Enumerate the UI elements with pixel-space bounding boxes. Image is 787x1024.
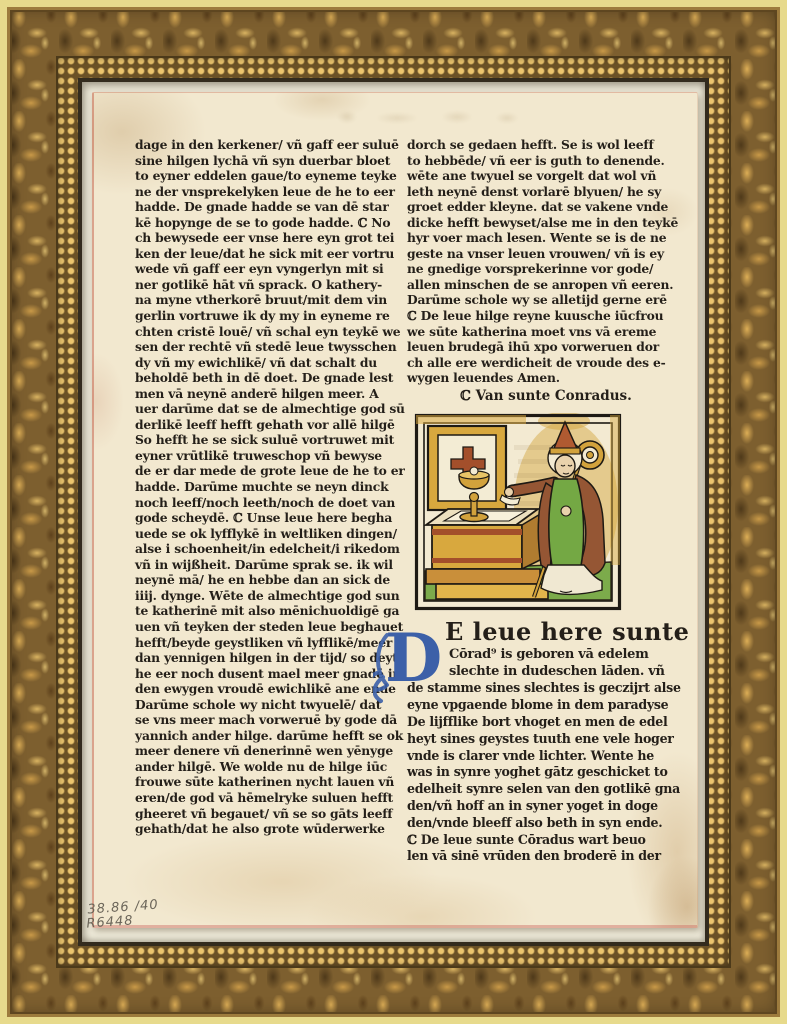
section-heading: ℂ Van sunte Conradus. <box>460 387 632 404</box>
indented-lines <box>407 647 685 681</box>
text-line: gerlin vortruwe ik dy my in eyneme re <box>135 308 390 324</box>
text-line: ne gnedige vorsprekerinne vor gode/ <box>407 261 654 277</box>
text-line: den ewygen vroudē ewichlikē ane ende <box>135 681 396 697</box>
text-line: uen vñ teyken der steden leue beghauet <box>135 618 404 634</box>
text-line: hyr voer mach lesen. Wente se is de ne <box>407 230 667 246</box>
text-line: eyne vpgaende blome in dem paradyse <box>407 697 669 713</box>
text-line: was in synre yoghet gātz geschicket to <box>407 764 668 780</box>
text-line: na myne vtherkorē bruut/mit dem vin <box>135 292 388 308</box>
text-line: ner gotlikē hāt vñ sprack. O kathery- <box>135 276 382 292</box>
text-line: de stamme sines slechtes is geczijrt alse <box>407 680 681 696</box>
manuscript-page <box>92 92 698 928</box>
text-line: neynē mā/ he en hebbe dan an sick de <box>135 572 390 588</box>
woodcut-saint-conradus <box>414 413 622 611</box>
text-line: se vns meer mach vorweruē by gode dā <box>135 712 398 728</box>
text-line: chten cristē louē/ vñ schal eyn teykē we <box>135 323 401 339</box>
text-line: ch alle ere werdicheit de vroude des e- <box>407 354 666 370</box>
text-line: den/vñ hoff an in syner yoget in doge <box>407 797 658 813</box>
text-line: gheeret vñ begauet/ vñ se so gāts leeff <box>135 805 393 821</box>
text-line: ℂ De leue hilge reyne kuusche iūcfrou <box>407 308 664 324</box>
text-line: alse i schoenheit/in edelcheit/i rikedom <box>135 541 400 557</box>
show-through-ghost-text <box>327 104 537 130</box>
text-line: men vā neynē anderē hilgen meer. A <box>135 385 379 401</box>
text-line: eren/de god vā hēmelryke suluen hefft <box>135 789 393 805</box>
text-line: wede vñ gaff eer eyn vyngerlyn mit si <box>135 261 384 277</box>
text-line: meer denere vñ denerinnē wen yēnyge <box>135 743 393 759</box>
paragraph-body-lines <box>407 680 685 865</box>
right-column-upper-text <box>407 137 685 386</box>
text-line: vnde is clarer vnde lichter. Wente he <box>407 747 654 763</box>
text-line: hefft/beyde geystliken vñ lyfflikē/meer <box>135 634 393 650</box>
text-line: wēte ane twyuel se vorgelt dat wol vñ <box>407 168 657 184</box>
drop-cap-glyph: D <box>385 618 443 697</box>
text-line: yannich ander hilge. darūme hefft se ok <box>135 727 404 743</box>
initial-letter-D-icon <box>373 615 443 703</box>
text-line: uede se ok lyfflykē in weltliken dingen/ <box>135 525 397 541</box>
text-line: sine hilgen lychā vñ syn duerbar bloet <box>135 152 391 168</box>
text-line: dy vñ my ewichlikē/ vñ dat schalt du <box>135 354 377 370</box>
text-line: to eyner eddelen gaue/to eyneme teyke <box>135 168 397 184</box>
text-line: uer darūme dat se de almechtige god sū <box>135 401 405 417</box>
text-line: ne der vnsprekelyken leue de he to eer <box>135 183 395 199</box>
text-line: we sūte katherina moet vns vā ereme <box>407 323 657 339</box>
text-line: heyt sines geystes tuuth ene vele hoger <box>407 730 674 746</box>
text-line: eyner vrūtlikē truweschop vñ bewyse <box>135 447 382 463</box>
text-line: vñ in wijßheit. Darūme sprak se. ik wil <box>135 556 393 572</box>
text-line: dicke hefft bewyset/alse me in den teykē <box>407 214 679 230</box>
conradus-paragraph <box>385 616 690 865</box>
paragraph-opening-line: E leue here sunte <box>445 616 690 646</box>
text-line: dorch se gedaen hefft. Se is wol leeff <box>407 137 654 152</box>
text-line: De lijfflike bort vhoget en men de edel <box>407 713 668 729</box>
text-line: dan yennigen hilgen in der tijd/ so deyt <box>135 650 398 666</box>
text-line: ch bewysede eer vnse here eyn grot tei <box>135 230 395 246</box>
text-line: de er dar mede de grote leue de he to er <box>135 463 405 479</box>
text-line: frouwe sūte katherinen nycht lauen vñ <box>135 774 395 790</box>
text-line: slechte in dudeschen lāden. vñ <box>449 663 665 679</box>
text-line: Darūme schole wy nicht twyuelē/ dat <box>135 696 382 712</box>
text-line: leth neynē denst vorlarē blyuen/ he sy <box>407 183 662 199</box>
text-line: te katherinē mit also mēnichuoldigē ga <box>135 603 400 619</box>
woodcut-illustration <box>414 413 622 611</box>
text-line: hadde. De gnade hadde se van dē star <box>135 199 389 215</box>
text-line: Cōrad⁹ is geboren vā edelem <box>449 646 649 662</box>
text-line: den/vnde bleeff also beth in syn ende. <box>407 814 663 830</box>
text-line: allen minschen de se anropen vñ eeren. <box>407 276 674 292</box>
text-line: hadde. Darūme muchte se neyn dinck <box>135 479 389 495</box>
text-line: ander hilgē. We wolde nu de hilge iūc <box>135 758 387 774</box>
text-line: to hebbēde/ vñ eer is guth to denende. <box>407 152 665 168</box>
text-line: noch leeff/noch leeth/noch de doet van <box>135 494 396 510</box>
text-line: ken der leue/dat he sick mit eer vortru <box>135 245 395 261</box>
text-line: beholdē beth in dē doet. De gnade lest <box>135 370 394 386</box>
text-line: Darūme schole wy se alletijd gerne erē <box>407 292 667 308</box>
pencil-inscription <box>87 899 160 932</box>
text-line: dage in den kerkener/ vñ gaff eer suluē <box>135 137 399 152</box>
text-line: gode scheydē. ℂ Unse leue here begha <box>135 510 393 526</box>
text-line: derlikē leeff hefft gehath vor allē hilgē <box>135 416 395 432</box>
text-line: leuen brudegā ihū xpo vorweruen dor <box>407 339 659 355</box>
text-line: geste na vnser leuen vrouwen/ vñ is ey <box>407 245 664 261</box>
text-line: wygen leuendes Amen. <box>407 370 560 386</box>
text-line: sen der rechtē vñ stedē leue twysschen <box>135 339 397 355</box>
catalog-number: R6448 <box>86 913 135 932</box>
text-line: edelheit synre selen van den gotlikē gna <box>407 781 681 797</box>
right-text-column <box>385 137 690 865</box>
accession-number: 38.86 /40 <box>87 897 160 918</box>
text-line: he eer noch dusent mael meer gnadē in <box>135 665 402 681</box>
left-text-column <box>135 137 407 837</box>
text-line: gehath/dat he also grote wūderwerke <box>135 821 385 837</box>
text-line: So hefft he se sick suluē vortruwet mit <box>135 432 395 448</box>
text-line: iiij. dynge. Wēte de almechtige god sun <box>135 587 400 603</box>
illuminated-initial <box>373 615 443 703</box>
text-line: kē hopynge de se to gode hadde. ℂ No <box>135 214 391 230</box>
text-line: len vā sinē vrūden den broderē in der <box>407 848 661 864</box>
text-line: ℂ De leue sunte Cōradus wart beuo <box>407 831 646 847</box>
text-line: groet edder kleyne. dat se vakene vnde <box>407 199 669 215</box>
